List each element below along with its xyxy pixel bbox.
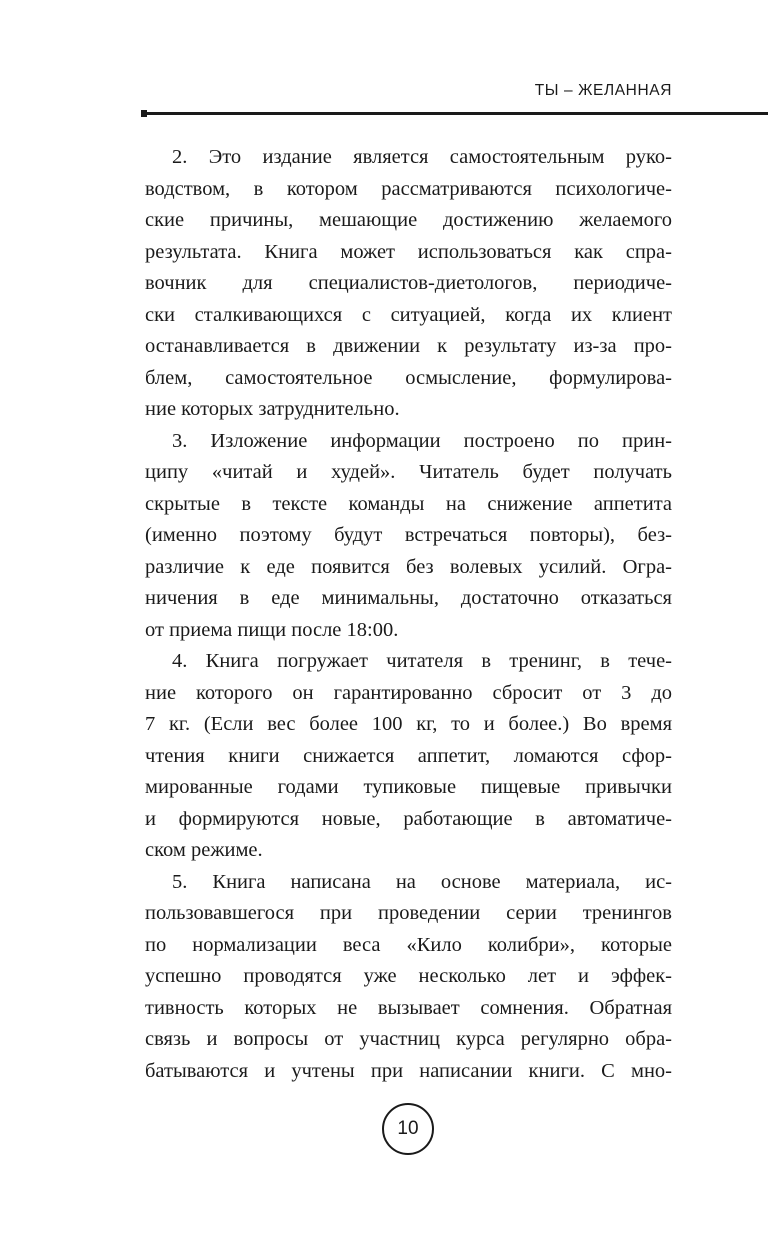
text-line: ничения в еде минимальны, достаточно отказаться (145, 587, 672, 609)
running-head: ТЫ – ЖЕЛАННАЯ (534, 82, 672, 99)
paragraph-3 (145, 426, 672, 647)
paragraph-4 (145, 646, 672, 867)
text-line: чтения книги снижается аппетит, ломаются сфор- (145, 744, 672, 767)
text-line: ском режиме. (145, 839, 263, 861)
header-rule-end-mark (141, 110, 147, 117)
text-line: и формируются новые, работающие в автоматиче- (145, 807, 672, 830)
text-line: 4. Книга погружает читателя в тренинг, в тече- (172, 650, 672, 672)
page-number: 10 (382, 1103, 434, 1155)
text-line: ские причины, мешающие достижению желаемого (145, 209, 672, 231)
text-line: мированные годами тупиковые пищевые привычки (145, 776, 672, 798)
text-line: ципу «читай и худей». Читатель будет получать (145, 461, 672, 483)
paragraph-2 (145, 142, 672, 426)
paragraph-5 (145, 867, 672, 1088)
text-line: 5. Книга написана на основе материала, ис- (172, 870, 672, 893)
text-line: ски сталкивающихся с ситуацией, когда их клиент (145, 303, 672, 326)
body-text (145, 142, 672, 1087)
text-line: ние которого он гарантированно сбросит от 3 до (145, 681, 672, 704)
text-line: 7 кг. (Если вес более 100 кг, то и более.) Во время (145, 713, 672, 735)
header-rule (143, 112, 768, 115)
text-line: (именно поэтому будут встречаться повторы), без- (145, 524, 672, 546)
text-line: 2. Это издание является самостоятельным руко- (172, 146, 672, 168)
text-line: батываются и учтены при написании книги. С мно- (145, 1059, 672, 1082)
text-line: 3. Изложение информации построено по прин- (172, 429, 672, 452)
text-line: тивность которых не вызывает сомнения. Обратная (145, 996, 672, 1019)
text-line: водством, в котором рассматриваются психологиче- (145, 177, 672, 200)
text-line: различие к еде появится без волевых усилий. Огра- (145, 555, 672, 578)
text-line: от приема пищи после 18:00. (145, 618, 399, 641)
text-line: по нормализации веса «Кило колибри», которые (145, 933, 672, 956)
text-line: пользовавшегося при проведении серии тренингов (145, 902, 672, 924)
text-line: скрытые в тексте команды на снижение аппетита (145, 492, 672, 515)
text-line: ние которых затруднительно. (145, 398, 400, 420)
text-line: связь и вопросы от участниц курса регулярно обра- (145, 1028, 672, 1050)
text-line: блем, самостоятельное осмысление, формулирова- (145, 366, 672, 389)
text-line: останавливается в движении к результату из-за про- (145, 335, 672, 357)
text-line: результата. Книга может использоваться как спра- (145, 240, 672, 263)
text-line: вочник для специалистов-диетологов, периодиче- (145, 272, 672, 294)
text-line: успешно проводятся уже несколько лет и эффек- (145, 965, 672, 987)
